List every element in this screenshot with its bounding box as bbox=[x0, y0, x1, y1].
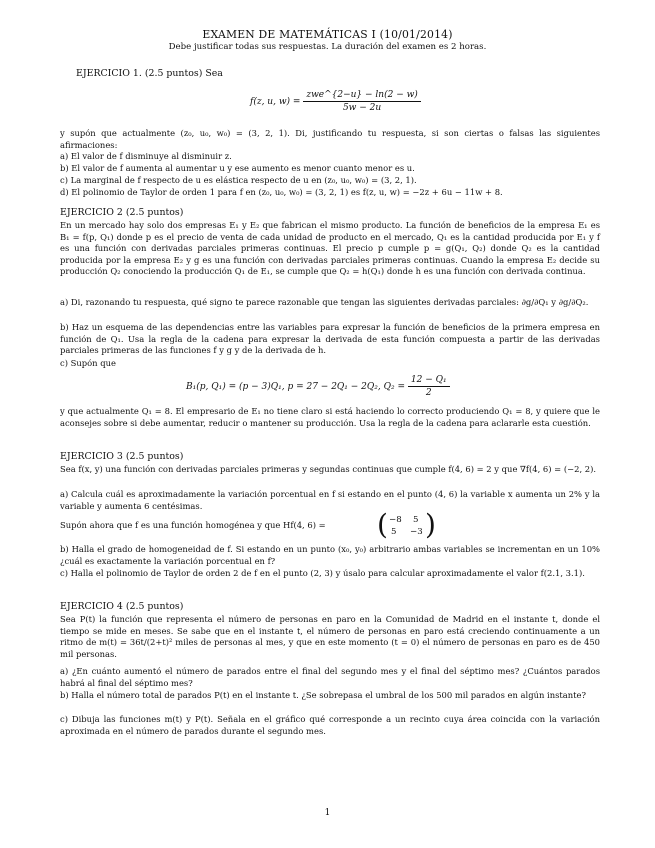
exam-instructions: Debe justificar todas sus respuestas. La duración del examen es 2 horas. bbox=[168, 42, 487, 52]
exercise-1-intro: y supón que actualmente (z₀, u₀, w₀) = (3, 2, 1). Di, justificando tu respuesta, si son ciertas o falsas las siguientes afirmaciones: bbox=[60, 128, 600, 150]
exercise-2-heading: EJERCICIO 2 (2.5 puntos) bbox=[60, 207, 184, 218]
formula-fraction bbox=[303, 90, 420, 113]
formula-fraction bbox=[408, 375, 450, 398]
exercise-1-item-a: a) El valor de f disminuye al disminuir z. bbox=[60, 151, 232, 161]
exercise-1-heading: EJERCICIO 1. (2.5 puntos) Sea bbox=[76, 68, 223, 79]
matrix-cell: 5 bbox=[413, 515, 419, 525]
exercise-2-part-c: c) Supón que bbox=[60, 358, 116, 368]
exercise-3-part-b: b) Halla el grado de homogeneidad de f. Si estando en un punto (x₀, y₀) arbitrario ambas variables se incrementan en un 10% ¿cuál es exactamente la variación porcentual en f? bbox=[60, 544, 600, 566]
matrix-cell: −3 bbox=[410, 527, 423, 537]
exercise-4-part-a: a) ¿En cuánto aumentó el número de parados entre el final del segundo mes y el final del séptimo mes? ¿Cuántos parados habrá al final del séptimo mes? bbox=[60, 666, 600, 688]
exercise-1-item-d: d) El polinomio de Taylor de orden 1 para f en (z₀, u₀, w₀) = (3, 2, 1) es f(z, u, w) = −2z + 6u − 11w + 8. bbox=[60, 187, 503, 197]
exercise-3-hessian-text: Supón ahora que f es una función homogénea y que Hf(4, 6) = bbox=[60, 520, 326, 530]
exercise-3-part-c: c) Halla el polinomio de Taylor de orden 2 de f en el punto (2, 3) y úsalo para calcular aproximadamente el valor f(2.1, 3.1). bbox=[60, 568, 585, 578]
exercise-2-formula bbox=[186, 375, 450, 398]
formula-main: B₁(p, Q₁) = (p − 3)Q₁, p = 27 − 2Q₁ − 2Q₂, Q₂ = bbox=[186, 382, 405, 392]
exercise-4-statement: Sea P(t) la función que representa el número de personas en paro en la Comunidad de Madrid en el instante t, donde el tiempo se mide en meses. Se sabe que en el instante t, el número de personas en paro está creciendo continuamente a un ritmo de m(t) = 36t/(2+t)² miles de personas al mes, y que en este momento (t = 0) el número de personas en paro es de 450 mil personas. bbox=[60, 614, 600, 659]
exercise-1-formula bbox=[250, 90, 421, 113]
exercise-4-part-b: b) Halla el número total de parados P(t) en el instante t. ¿Se sobrepasa el umbral de los 500 mil parados en algún instante? bbox=[60, 690, 586, 700]
exercise-2-part-b: b) Haz un esquema de las dependencias entre las variables para expresar la función de beneficios de la primera empresa en función de Q₁. Usa la regla de la cadena para expresar la derivada de esta función compuesta a partir de las derivadas parciales primeras de las funciones f y g y de la derivada de h. bbox=[60, 322, 600, 356]
exercise-3-part-a: a) Calcula cuál es aproximadamente la variación porcentual en f si estando en el punto (4, 6) la variable x aumenta un 2% y la variable y aumenta 6 centésimas. bbox=[60, 489, 600, 511]
exercise-4-heading: EJERCICIO 4 (2.5 puntos) bbox=[60, 601, 184, 612]
matrix-right-paren: ) bbox=[425, 508, 436, 541]
formula-numerator: 12 − Q₁ bbox=[408, 375, 450, 387]
formula-denominator: 5w − 2u bbox=[342, 103, 382, 113]
exercise-4-part-c: c) Dibuja las funciones m(t) y P(t). Señala en el gráfico qué corresponde a un recinto cuya área coincida con la variación aproximada en el número de parados durante el segundo mes. bbox=[60, 714, 600, 736]
exam-title: EXAMEN DE MATEMÁTICAS I (10/01/2014) bbox=[202, 28, 453, 41]
exercise-1-item-c: c) La marginal de f respecto de u es elástica respecto de u en (z₀, u₀, w₀) = (3, 2, 1). bbox=[60, 175, 417, 185]
exercise-2-part-a: a) Di, razonando tu respuesta, qué signo te parece razonable que tengan las siguientes derivadas parciales: ∂g/∂Q₁ y ∂g/∂Q₂. bbox=[60, 297, 589, 307]
matrix-left-paren: ( bbox=[377, 508, 388, 541]
exercise-2-statement: En un mercado hay solo dos empresas E₁ y E₂ que fabrican el mismo producto. La función de beneficios de la empresa E₁ es B₁ = f(p, Q₁) donde p es el precio de venta de cada unidad de producto en el mercado, Q₁ es la cantidad producida por E₁ y f es una función con derivadas parciales primeras continuas. El precio p cumple p = g(Q₁, Q₂) donde Q₂ es la cantidad producida por la empresa E₂ y g es una función con derivadas parciales primeras continuas. Cuando la empresa E₂ decide su producción Q₂ conociendo la producción Q₁ de E₁, se cumple que Q₂ = h(Q₁) donde h es una función con derivada continua. bbox=[60, 220, 600, 277]
exercise-2-closing: y que actualmente Q₁ = 8. El empresario de E₁ no tiene claro si está haciendo lo correcto produciendo Q₁ = 8, y quiere que le aconsejes sobre si debe aumentar, reducir o mantener su producción. Usa la regla de la cadena para aclararle esta cuestión. bbox=[60, 406, 600, 428]
exercise-3-heading: EJERCICIO 3 (2.5 puntos) bbox=[60, 451, 184, 462]
matrix-cell: −8 bbox=[389, 515, 402, 525]
hessian-matrix bbox=[377, 508, 436, 541]
formula-lhs: f(z, u, w) = bbox=[250, 97, 301, 107]
page-number: 1 bbox=[324, 808, 331, 818]
exercise-1-item-b: b) El valor de f aumenta al aumentar u y ese aumento es menor cuanto menor es u. bbox=[60, 163, 415, 173]
formula-denominator: 2 bbox=[425, 388, 432, 398]
exercise-3-statement: Sea f(x, y) una función con derivadas parciales primeras y segundas continuas que cumple f(4, 6) = 2 y que ∇f(4, 6) = (−2, 2). bbox=[60, 464, 597, 474]
matrix-cell: 5 bbox=[391, 527, 397, 537]
formula-numerator: zwe^{2−u} − ln(2 − w) bbox=[303, 90, 420, 102]
